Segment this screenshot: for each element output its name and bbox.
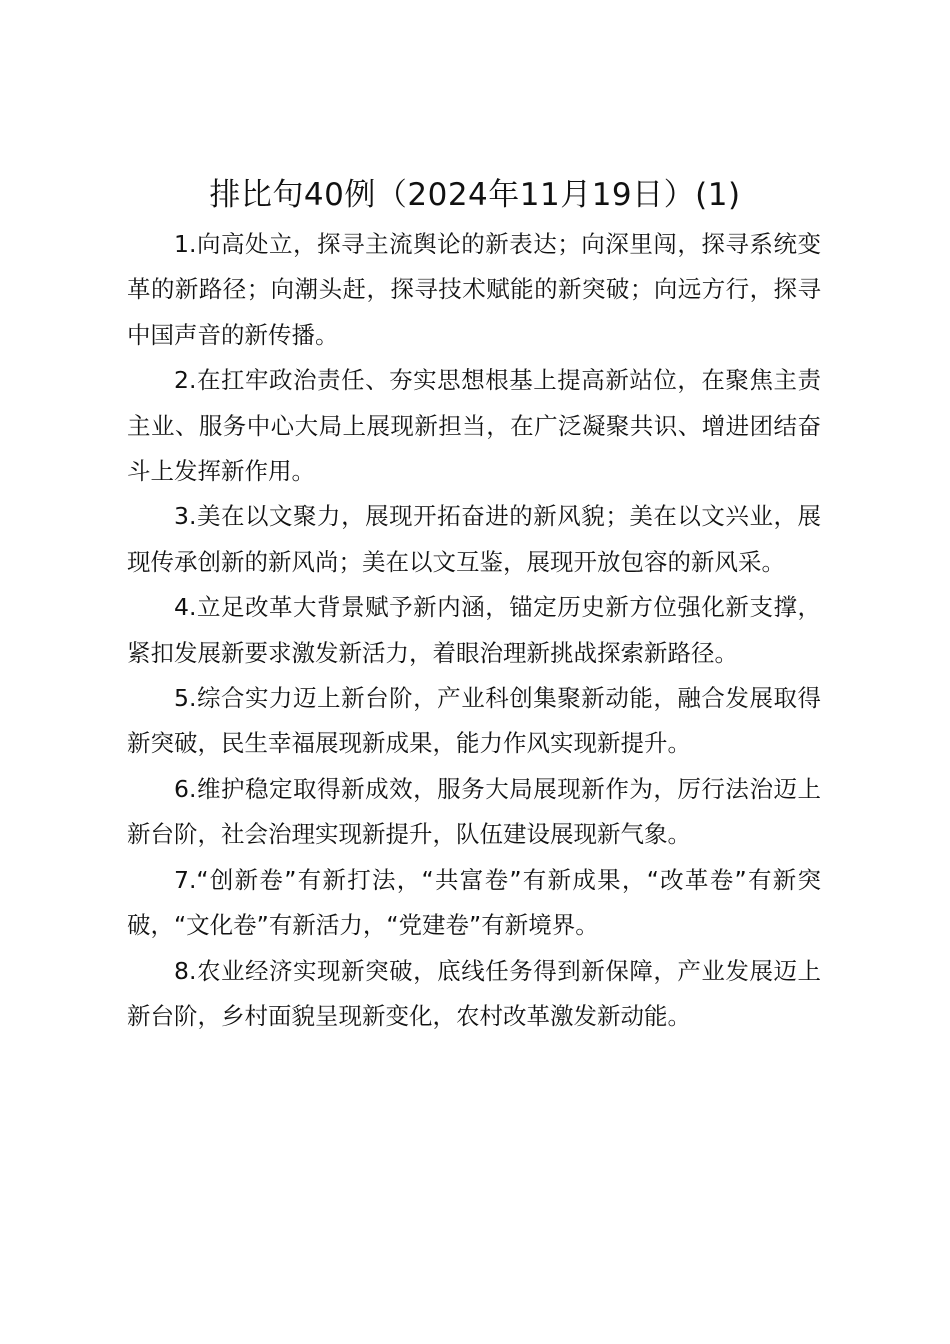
paragraph-3: 3.美在以文聚力，展现开拓奋进的新风貌；美在以文兴业，展现传承创新的新风尚；美在以文互鉴，展现开放包容的新风采。 [127, 502, 821, 576]
paragraph-2: 2.在扛牢政治责任、夯实思想根基上提高新站位，在聚焦主责主业、服务中心大局上展现新担当，在广泛凝聚共识、增进团结奋斗上发挥新作用。 [127, 366, 821, 486]
paragraph-4: 4.立足改革大背景赋予新内涵，锚定历史新方位强化新支撑，紧扣发展新要求激发新活力，着眼治理新挑战探索新路径。 [127, 593, 821, 667]
paragraph-5: 5.综合实力迈上新台阶，产业科创集聚新动能，融合发展取得新突破，民生幸福展现新成果，能力作风实现新提升。 [127, 684, 821, 758]
document-body [127, 222, 821, 1039]
paragraph-1: 1.向高处立，探寻主流舆论的新表达；向深里闯，探寻系统变革的新路径；向潮头赶，探寻技术赋能的新突破；向远方行，探寻中国声音的新传播。 [127, 230, 821, 349]
paragraph-6: 6.维护稳定取得新成效，服务大局展现新作为，厉行法治迈上新台阶，社会治理实现新提升，队伍建设展现新气象。 [127, 774, 821, 849]
document-title: 排比句40例（2024年11月19日）(1) [209, 177, 741, 213]
paragraph-7: 7.“创新卷”有新打法，“共富卷”有新成果，“改革卷”有新突破，“文化卷”有新活力，“党建卷”有新境界。 [127, 865, 821, 940]
paragraph-8: 8.农业经济实现新突破，底线任务得到新保障，产业发展迈上新台阶，乡村面貌呈现新变化，农村改革激发新动能。 [127, 956, 821, 1030]
